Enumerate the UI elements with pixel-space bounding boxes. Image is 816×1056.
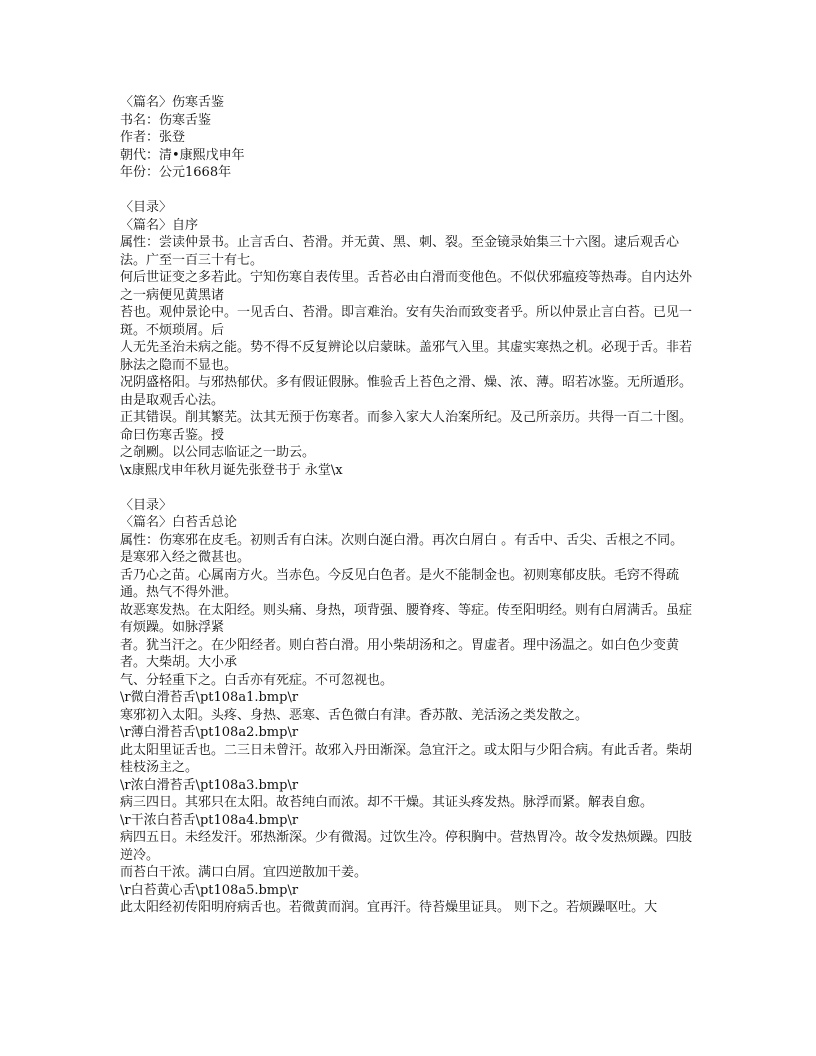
paragraph: 此太阳里证舌也。二三日未曾汗。故邪入丹田渐深。急宜汗之。或太阳与少阳合病。有此舌者。柴胡桂枝汤主之。 — [120, 742, 693, 775]
paragraph: 正其错误。削其繁芜。汰其无预于伤寒者。而参入家大人治案所纪。及己所亲历。共得一百二十图。命曰伤寒舌鉴。授 — [120, 410, 693, 443]
toc-marker: 〈目录〉 — [120, 497, 173, 513]
paragraph: 而苔白干浓。满口白屑。宜四逆散加干姜。 — [120, 865, 368, 880]
paragraph: 病四五日。未经发汗。邪热渐深。少有微渴。过饮生冷。停积胸中。营热胃冷。故令发热烦躁。四肢逆冷。 — [120, 830, 693, 863]
image-reference: \r微白滑苔舌\pt108a1.bmp\r — [120, 690, 299, 705]
document-page — [120, 94, 696, 917]
signature-line: \x康熙戊申年秋月诞先张登书于 永堂\x — [120, 462, 343, 478]
author-line: 作者：张登 — [120, 130, 186, 145]
year-line: 年份：公元1668年 — [120, 165, 232, 180]
paragraph: 属性：尝读仲景书。止言舌白、苔滑。并无黄、黑、刺、裂。至金镜录始集三十六图。逮后观舌心法。广至一百三十有七。 — [120, 235, 680, 268]
image-reference: \r白苔黄心舌\pt108a5.bmp\r — [120, 882, 299, 898]
paragraph: 气、分轻重下之。白舌亦有死症。不可忽视也。 — [120, 672, 394, 688]
image-reference: \r干浓白苔舌\pt108a4.bmp\r — [120, 812, 299, 828]
image-reference: \r浓白滑苔舌\pt108a3.bmp\r — [120, 777, 299, 793]
paragraph: 何后世证变之多若此。宁知伤寒自表传里。舌苔必由白滑而变他色。不似伏邪瘟疫等热毒。自内达外之一病便见黄黑诸 — [120, 270, 693, 303]
paragraph: 舌乃心之苗。心属南方火。当赤色。今反见白色者。是火不能制金也。初则寒郁皮肤。毛窍不得疏通。热气不得外泄。 — [120, 567, 680, 600]
book-title: 书名：伤寒舌鉴 — [120, 112, 212, 128]
image-reference: \r薄白滑苔舌\pt108a2.bmp\r — [120, 725, 299, 740]
dynasty-line: 朝代：清•康熙戊申年 — [120, 147, 245, 163]
spacer — [120, 182, 696, 200]
paragraph: 此太阳经初传阳明府病舌也。若微黄而润。宜再汗。待苔燥里证具。 则下之。若烦躁呕吐。大 — [120, 900, 658, 915]
paragraph: 属性：伤寒邪在皮毛。初则舌有白沫。次则白涎白滑。再次白屑白 。有舌中、舌尖、舌根之不同。是寒邪入经之微甚也。 — [120, 532, 684, 565]
section-heading: 〈篇名〉白苔舌总论 — [120, 515, 238, 530]
paragraph: 况阴盛格阳。与邪热郁伏。多有假证假脉。惟验舌上苔色之滑、燥、浓、薄。昭若冰鉴。无所遁形。由是取观舌心法。 — [120, 375, 693, 408]
paragraph: 寒邪初入太阳。头疼、身热、恶寒、舌色微白有津。香苏散、羌活汤之类发散之。 — [120, 707, 589, 723]
paragraph: 人无先圣治未病之能。势不得不反复辨论以启蒙昧。盖邪气入里。其虚实寒热之机。必现于舌。非若脉法之隐而不显也。 — [120, 340, 693, 373]
paragraph: 病三四日。其邪只在太阳。故苔纯白而浓。却不干燥。其证头疼发热。脉浮而紧。解表自愈。 — [120, 795, 654, 810]
paragraph: 苔也。观仲景论中。一见舌白、苔滑。即言难治。安有失治而致变者乎。所以仲景止言白苔。已见一斑。不烦琐屑。后 — [120, 305, 693, 338]
chapter-heading: 〈篇名〉伤寒舌鉴 — [120, 95, 225, 110]
section-heading: 〈篇名〉自序 — [120, 217, 199, 233]
spacer — [120, 479, 696, 497]
paragraph: 者。犹当汗之。在少阳经者。则白苔白滑。用小柴胡汤和之。胃虚者。理中汤温之。如白色少变黄者。大柴胡。大小承 — [120, 637, 680, 670]
toc-marker: 〈目录〉 — [120, 200, 173, 215]
paragraph: 之剞劂。以公同志临证之一助云。 — [120, 445, 316, 460]
paragraph: 故恶寒发热。在太阳经。则头痛、身热，项背强、腰脊疼、等症。传至阳明经。则有白屑满舌。虽症有烦躁。如脉浮紧 — [120, 602, 693, 635]
